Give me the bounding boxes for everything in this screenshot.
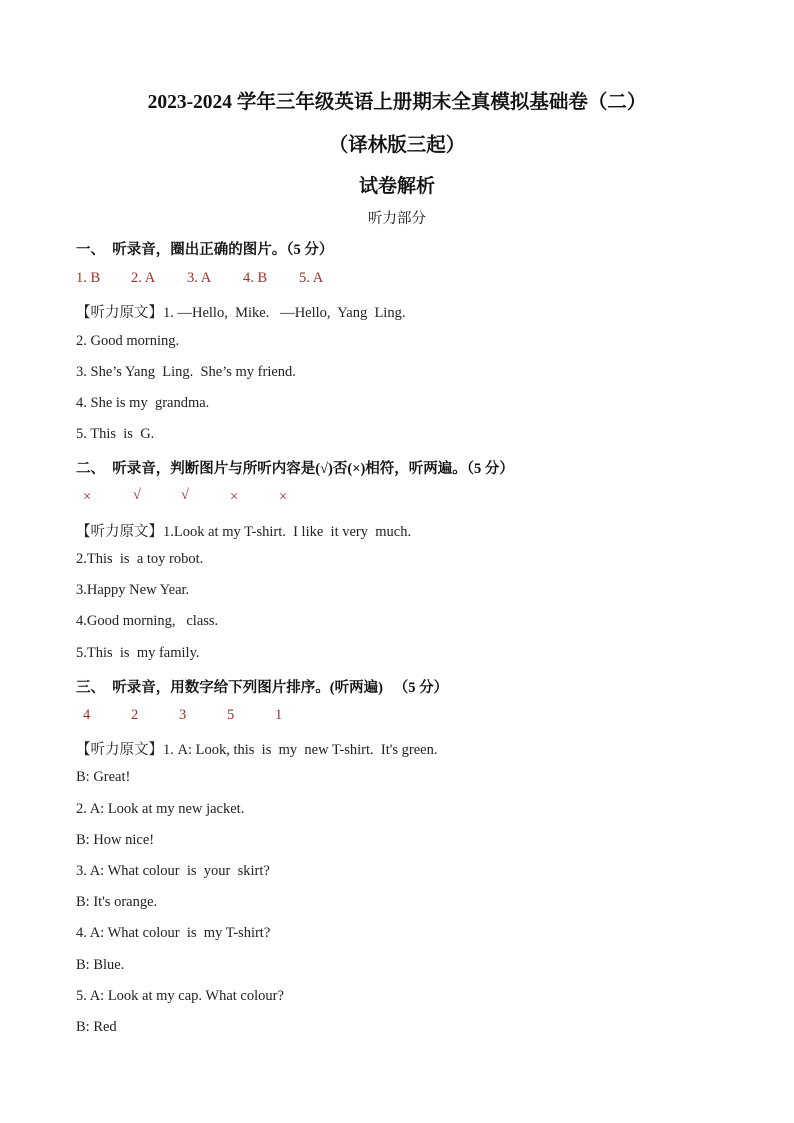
document-subtitle: （译林版三起） bbox=[328, 135, 466, 156]
script-line: 5.This is my family. bbox=[76, 645, 200, 661]
section-2-answer: × bbox=[230, 489, 239, 505]
section-3-answer: 3 bbox=[179, 707, 187, 723]
script-line: B: It's orange. bbox=[76, 894, 158, 910]
document-type: 试卷解析 bbox=[358, 176, 435, 197]
script-line: B: Red bbox=[76, 1019, 117, 1035]
script-line: 2. A: Look at my new jacket. bbox=[76, 801, 245, 817]
section-3-answer: 1 bbox=[275, 707, 283, 723]
section-2-answer: × bbox=[279, 489, 288, 505]
section-1-answer: 1. B bbox=[76, 270, 101, 286]
script-line: 4. She is my grandma. bbox=[76, 395, 210, 411]
script-line: B: Blue. bbox=[76, 957, 125, 973]
script-line: 3.Happy New Year. bbox=[76, 582, 190, 598]
script-line: 2. Good morning. bbox=[76, 333, 180, 349]
script-line: 2.This is a toy robot. bbox=[76, 551, 204, 567]
script-line: B: How nice! bbox=[76, 832, 155, 848]
script-line: 【听力原文】1.Look at my T-shirt. I like it very much. bbox=[76, 524, 412, 540]
script-line: 5. This is G. bbox=[76, 426, 155, 442]
section-1-answer: 5. A bbox=[299, 270, 324, 286]
section-3-answer: 4 bbox=[83, 707, 91, 723]
script-line: 5. A: Look at my cap. What colour? bbox=[76, 988, 284, 1004]
section-1-answer: 3. A bbox=[187, 270, 212, 286]
section-1-answer: 4. B bbox=[243, 270, 268, 286]
script-line: 3. A: What colour is your skirt? bbox=[76, 863, 270, 879]
section-1-answer: 2. A bbox=[131, 270, 156, 286]
part-heading: 听力部分 bbox=[368, 211, 426, 227]
section-3-answer: 2 bbox=[131, 707, 139, 723]
script-line: 【听力原文】1. —Hello, Mike. —Hello, Yang Ling. bbox=[76, 305, 406, 321]
script-line: B: Great! bbox=[76, 769, 131, 785]
section-3-heading: 三、 听录音，用数字给下列图片排序。(听两遍) （5 分） bbox=[76, 680, 449, 696]
section-1-heading: 一、 听录音，圈出正确的图片。（5 分） bbox=[76, 242, 334, 258]
section-2-answer: × bbox=[83, 489, 92, 505]
script-line: 4. A: What colour is my T-shirt? bbox=[76, 925, 271, 941]
script-line: 【听力原文】1. A: Look, this is my new T-shirt. It's green. bbox=[76, 742, 438, 758]
document-title: 2023-2024 学年三年级英语上册期末全真模拟基础卷（二） bbox=[147, 92, 647, 113]
section-2-answer: √ bbox=[181, 487, 189, 503]
section-2-heading: 二、 听录音，判断图片与所听内容是(√)否(×)相符，听两遍。（5 分） bbox=[76, 461, 514, 477]
script-line: 4.Good morning, class. bbox=[76, 613, 219, 629]
script-line: 3. She’s Yang Ling. She’s my friend. bbox=[76, 364, 296, 380]
section-3-answer: 5 bbox=[227, 707, 235, 723]
section-2-answer: √ bbox=[133, 487, 141, 503]
